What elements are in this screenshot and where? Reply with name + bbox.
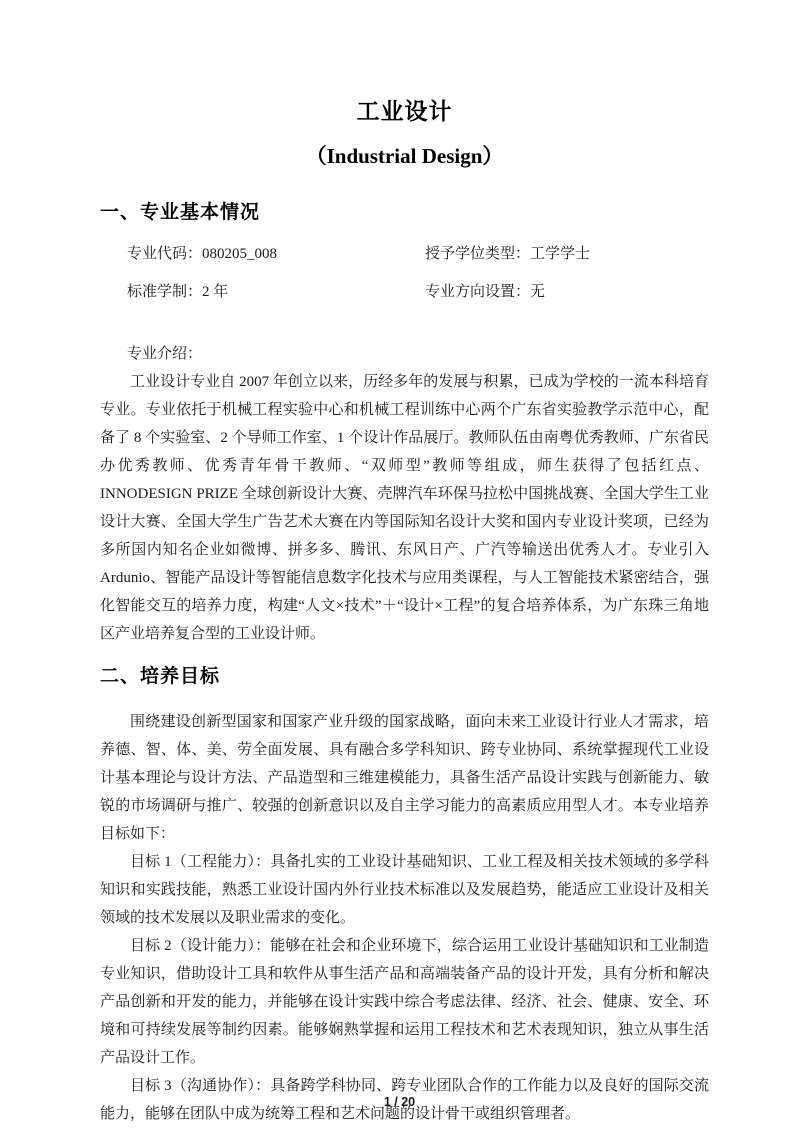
section2-heading: 二、培养目标 xyxy=(100,666,221,687)
field-degree-type-label: 授予学位类型： xyxy=(425,246,531,262)
field-major-code xyxy=(127,244,425,264)
field-study-duration-label: 标准学制： xyxy=(127,284,203,300)
training-objective-overview: 围绕建设创新型国家和国家产业升级的国家战略，面向未来工业设计行业人才需求，培养德、智、体、美、劳全面发展、具有融合多学科知识、跨专业协同、系统掌握现代工业设计基本理论与设计方法、产品造型和三维建模能力，具备生活产品设计实践与创新能力、敏锐的市场调研与推广、较强的创新意识以及自主学习能力的高素质应用型人才。本专业培养目标如下： xyxy=(100,714,709,842)
field-major-code-value: 080205_008 xyxy=(202,246,278,262)
doc-title-cn: 工业设计 xyxy=(356,98,453,124)
field-row xyxy=(100,282,709,302)
intro-label: 专业介绍： xyxy=(127,346,203,362)
field-direction-setting xyxy=(425,282,709,302)
page-number: 1 / 20 xyxy=(383,1095,416,1109)
objective-3-paragraph: 目标 3（沟通协作）：具备跨学科协同、跨专业团队合作的工作能力以及良好的国际交流能力，能够在团队中成为统筹工程和艺术问题的设计骨干或组织管理者。 xyxy=(100,1078,709,1122)
field-study-duration xyxy=(127,282,425,302)
objective-1-paragraph: 目标 1（工程能力）：具备扎实的工业设计基础知识、工业工程及相关技术领域的多学科知识和实践技能，熟悉工业设计国内外行业技术标准以及发展趋势，能适应工业设计及相关领域的技术发展以及职业需求的变化。 xyxy=(100,854,709,926)
field-major-code-label: 专业代码： xyxy=(127,246,203,262)
field-degree-type xyxy=(425,244,709,264)
field-degree-type-value: 工学学士 xyxy=(530,246,591,262)
intro-paragraph: 工业设计专业自 2007 年创立以来，历经多年的发展与积累，已成为学校的一流本科培育专业。专业依托于机械工程实验中心和机械工程训练中心两个广东省实验教学示范中心，配备了 8 个实验室、2 个导师工作室、1 个设计作品展厅。教师队伍由南粤优秀教师、广东省民办优秀教师、优秀青年骨干教师、“双师型”教师等组成，师生获得了包括红点、INNODESIGN PRIZE 全球创新设计大赛、壳牌汽车环保马拉松中国挑战赛、全国大学生工业设计大赛、全国大学生广告艺术大赛在内等国际知名设计大奖和国内专业设计奖项，已经为多所国内知名企业如微博、拼多多、腾讯、东风日产、广汽等输送出优秀人才。专业引入 Ardunio、智能产品设计等智能信息数字化技术与应用类课程，与人工智能技术紧密结合，强化智能交互的培养力度，构建“人文×技术”＋“设计×工程”的复合培养体系，为广东珠三角地区产业培养复合型的工业设计师。 xyxy=(100,374,709,642)
field-study-duration-value: 2 年 xyxy=(202,284,229,300)
field-direction-setting-value: 无 xyxy=(530,284,546,300)
section1-heading: 一、专业基本情况 xyxy=(100,202,261,223)
field-direction-setting-label: 专业方向设置： xyxy=(425,284,531,300)
basic-info-fields xyxy=(100,244,709,302)
field-row xyxy=(100,244,709,264)
objective-2-paragraph: 目标 2（设计能力）：能够在社会和企业环境下，综合运用工业设计基础知识和工业制造专业知识，借助设计工具和软件从事生活产品和高端装备产品的设计开发，具有分析和解决产品创新和开发的能力，并能够在设计实践中综合考虑法律、经济、社会、健康、安全、环境和可持续发展等制约因素。能够娴熟掌握和运用工程技术和艺术表现知识，独立从事生活产品设计工作。 xyxy=(100,938,709,1066)
doc-title-en: （Industrial Design） xyxy=(305,144,504,168)
